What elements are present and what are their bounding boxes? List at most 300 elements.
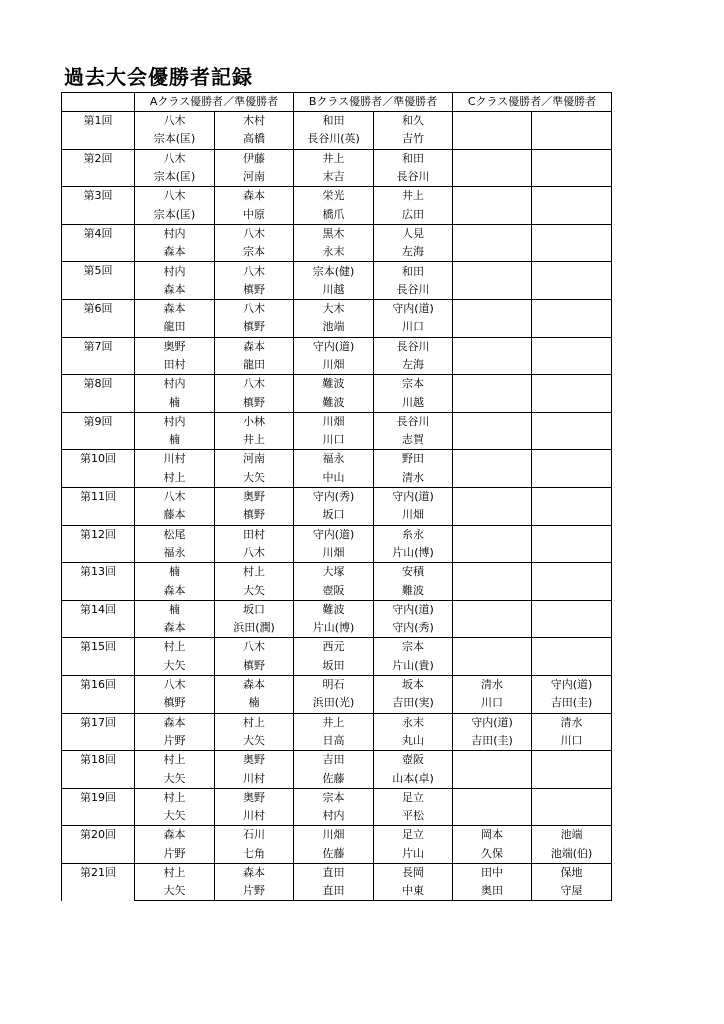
cell-a-runner-up: 大矢 (215, 581, 294, 600)
edition-cell: 第13回 (62, 563, 135, 601)
cell-b-runner-up: 山本(卓) (374, 769, 453, 788)
records-table (61, 92, 612, 901)
cell-c-runner-up (532, 769, 612, 788)
cell-a-runner-up: 八木 (215, 262, 294, 281)
cell-a-winner: 森本 (135, 243, 215, 262)
table-row (62, 845, 612, 864)
cell-c-runner-up: 池端 (532, 826, 612, 845)
cell-b-runner-up: 守内(道) (374, 600, 453, 619)
cell-a-winner: 福永 (135, 544, 215, 563)
cell-a-runner-up: 河南 (215, 450, 294, 469)
cell-b-winner: 池端 (294, 318, 374, 337)
cell-a-runner-up: 浜田(潤) (215, 619, 294, 638)
edition-cell: 第15回 (62, 638, 135, 676)
cell-c-runner-up (532, 187, 612, 206)
cell-c-winner: 吉田(圭) (453, 732, 532, 751)
header-corner (62, 93, 135, 112)
cell-b-runner-up: 長岡 (374, 863, 453, 882)
cell-b-winner: 守内(道) (294, 525, 374, 544)
table-row (62, 168, 612, 187)
cell-c-runner-up (532, 356, 612, 375)
cell-b-winner: 栄光 (294, 187, 374, 206)
table-row (62, 450, 612, 469)
cell-a-winner: 片野 (135, 732, 215, 751)
cell-a-runner-up: 八木 (215, 224, 294, 243)
cell-a-runner-up: 八木 (215, 638, 294, 657)
cell-a-runner-up: 川村 (215, 769, 294, 788)
cell-c-winner: 久保 (453, 845, 532, 864)
cell-b-winner: 宗本 (294, 788, 374, 807)
cell-c-winner (453, 243, 532, 262)
cell-a-winner: 村内 (135, 412, 215, 431)
header-row (62, 93, 612, 112)
cell-c-runner-up: 川口 (532, 732, 612, 751)
cell-a-winner: 大矢 (135, 769, 215, 788)
cell-a-winner: 森本 (135, 619, 215, 638)
cell-c-winner (453, 525, 532, 544)
cell-a-runner-up: 村上 (215, 563, 294, 582)
cell-b-runner-up: 井上 (374, 187, 453, 206)
cell-c-runner-up (532, 393, 612, 412)
cell-b-runner-up: 清水 (374, 469, 453, 488)
cell-a-winner: 村上 (135, 751, 215, 770)
edition-cell: 第10回 (62, 450, 135, 488)
cell-c-runner-up (532, 299, 612, 318)
cell-a-winner: 森本 (135, 281, 215, 300)
cell-b-runner-up: 左海 (374, 356, 453, 375)
cell-b-winner: 明石 (294, 675, 374, 694)
cell-b-winner: 川畑 (294, 356, 374, 375)
cell-c-runner-up (532, 112, 612, 131)
cell-c-winner (453, 356, 532, 375)
cell-a-winner: 楠 (135, 431, 215, 450)
cell-a-runner-up: 大矢 (215, 732, 294, 751)
cell-a-winner: 宗本(匡) (135, 205, 215, 224)
cell-b-winner: 村内 (294, 807, 374, 826)
cell-b-runner-up: 永末 (374, 713, 453, 732)
table-row (62, 600, 612, 619)
cell-c-winner (453, 600, 532, 619)
cell-c-winner (453, 657, 532, 676)
cell-c-winner (453, 638, 532, 657)
cell-b-runner-up: 守内(秀) (374, 619, 453, 638)
table-row (62, 130, 612, 149)
cell-b-runner-up: 長谷川 (374, 281, 453, 300)
cell-b-runner-up: 足立 (374, 788, 453, 807)
cell-b-runner-up: 片山(博) (374, 544, 453, 563)
cell-b-runner-up: 和田 (374, 149, 453, 168)
cell-b-winner: 井上 (294, 149, 374, 168)
cell-c-runner-up (532, 431, 612, 450)
cell-a-runner-up: 八木 (215, 544, 294, 563)
cell-b-runner-up: 宗本 (374, 638, 453, 657)
cell-b-winner: 守内(道) (294, 337, 374, 356)
cell-a-winner: 楠 (135, 393, 215, 412)
cell-a-winner: 宗本(匡) (135, 130, 215, 149)
cell-c-winner (453, 149, 532, 168)
table-row (62, 412, 612, 431)
table-row (62, 243, 612, 262)
cell-a-winner: 龍田 (135, 318, 215, 337)
edition-cell: 第1回 (62, 112, 135, 150)
edition-cell: 第21回 (62, 863, 135, 901)
edition-cell: 第17回 (62, 713, 135, 751)
edition-cell: 第9回 (62, 412, 135, 450)
cell-b-winner: 佐藤 (294, 769, 374, 788)
cell-a-runner-up: 八木 (215, 299, 294, 318)
cell-c-runner-up: 清水 (532, 713, 612, 732)
cell-b-winner: 川口 (294, 431, 374, 450)
cell-a-runner-up: 宗本 (215, 243, 294, 262)
cell-a-winner: 田村 (135, 356, 215, 375)
cell-a-winner: 村上 (135, 863, 215, 882)
header-class-c: Cクラス優勝者／準優勝者 (453, 93, 612, 112)
cell-b-winner: 長谷川(英) (294, 130, 374, 149)
cell-c-runner-up: 吉田(圭) (532, 694, 612, 713)
cell-b-runner-up: 和久 (374, 112, 453, 131)
cell-b-runner-up: 長谷川 (374, 337, 453, 356)
cell-c-winner (453, 487, 532, 506)
table-row (62, 224, 612, 243)
cell-a-runner-up: 河南 (215, 168, 294, 187)
cell-b-winner: 川畑 (294, 412, 374, 431)
cell-b-winner: 永末 (294, 243, 374, 262)
cell-c-winner (453, 262, 532, 281)
cell-c-winner (453, 431, 532, 450)
table-row (62, 619, 612, 638)
cell-c-winner (453, 187, 532, 206)
cell-c-runner-up (532, 412, 612, 431)
cell-b-winner: 浜田(光) (294, 694, 374, 713)
cell-b-runner-up: 丸山 (374, 732, 453, 751)
cell-c-runner-up: 守屋 (532, 882, 612, 901)
cell-a-winner: 八木 (135, 112, 215, 131)
table-row (62, 732, 612, 751)
table-row (62, 375, 612, 394)
cell-b-runner-up: 片山(貴) (374, 657, 453, 676)
edition-cell: 第18回 (62, 751, 135, 789)
table-row (62, 337, 612, 356)
table-row (62, 299, 612, 318)
edition-cell: 第8回 (62, 375, 135, 413)
cell-b-runner-up: 糸永 (374, 525, 453, 544)
cell-b-runner-up: 守内(道) (374, 299, 453, 318)
table-row (62, 675, 612, 694)
cell-b-winner: 川畑 (294, 544, 374, 563)
cell-b-runner-up: 片山 (374, 845, 453, 864)
cell-a-runner-up: 龍田 (215, 356, 294, 375)
cell-c-runner-up (532, 205, 612, 224)
table-row (62, 807, 612, 826)
cell-b-runner-up: 広田 (374, 205, 453, 224)
cell-c-runner-up (532, 318, 612, 337)
cell-b-winner: 福永 (294, 450, 374, 469)
cell-c-winner: 田中 (453, 863, 532, 882)
cell-c-winner: 清水 (453, 675, 532, 694)
cell-b-runner-up: 安積 (374, 563, 453, 582)
table-row (62, 506, 612, 525)
table-row (62, 525, 612, 544)
cell-b-runner-up: 川畑 (374, 506, 453, 525)
cell-a-runner-up: 森本 (215, 675, 294, 694)
cell-b-winner: 坂田 (294, 657, 374, 676)
edition-cell: 第3回 (62, 187, 135, 225)
cell-a-winner: 八木 (135, 187, 215, 206)
cell-a-winner: 村上 (135, 469, 215, 488)
edition-cell: 第12回 (62, 525, 135, 563)
cell-c-winner: 守内(道) (453, 713, 532, 732)
cell-c-runner-up (532, 450, 612, 469)
cell-a-winner: 宗本(匡) (135, 168, 215, 187)
cell-c-winner (453, 130, 532, 149)
edition-cell: 第19回 (62, 788, 135, 826)
cell-c-runner-up (532, 600, 612, 619)
table-row (62, 788, 612, 807)
cell-a-runner-up: 八木 (215, 375, 294, 394)
header-class-b: Bクラス優勝者／準優勝者 (294, 93, 453, 112)
table-row (62, 431, 612, 450)
cell-b-runner-up: 難波 (374, 581, 453, 600)
cell-b-winner: 川越 (294, 281, 374, 300)
cell-b-runner-up: 平松 (374, 807, 453, 826)
cell-c-winner (453, 224, 532, 243)
cell-c-runner-up (532, 807, 612, 826)
cell-a-winner: 楠 (135, 563, 215, 582)
cell-b-winner: 中山 (294, 469, 374, 488)
cell-c-runner-up (532, 224, 612, 243)
cell-a-winner: 八木 (135, 149, 215, 168)
cell-c-winner (453, 337, 532, 356)
cell-b-winner: 和田 (294, 112, 374, 131)
cell-a-runner-up: 伊藤 (215, 149, 294, 168)
cell-c-runner-up (532, 375, 612, 394)
cell-c-winner (453, 619, 532, 638)
cell-b-runner-up: 吉田(実) (374, 694, 453, 713)
table-row (62, 393, 612, 412)
cell-b-winner: 佐藤 (294, 845, 374, 864)
cell-a-winner: 村上 (135, 638, 215, 657)
cell-a-winner: 八木 (135, 487, 215, 506)
cell-c-runner-up: 守内(道) (532, 675, 612, 694)
cell-a-runner-up: 森本 (215, 337, 294, 356)
cell-b-winner: 大木 (294, 299, 374, 318)
table-row (62, 751, 612, 770)
table-row (62, 581, 612, 600)
table-row (62, 469, 612, 488)
cell-b-runner-up: 野田 (374, 450, 453, 469)
cell-c-winner (453, 112, 532, 131)
cell-b-runner-up: 守内(道) (374, 487, 453, 506)
cell-b-runner-up: 坂本 (374, 675, 453, 694)
cell-a-runner-up: 森本 (215, 863, 294, 882)
cell-c-winner (453, 788, 532, 807)
cell-a-winner: 大矢 (135, 657, 215, 676)
cell-c-winner (453, 506, 532, 525)
cell-a-winner: 楠 (135, 600, 215, 619)
table-row (62, 863, 612, 882)
cell-a-runner-up: 高橋 (215, 130, 294, 149)
edition-cell: 第5回 (62, 262, 135, 300)
cell-c-runner-up (532, 544, 612, 563)
edition-cell: 第20回 (62, 826, 135, 864)
cell-c-winner: 川口 (453, 694, 532, 713)
cell-c-winner (453, 563, 532, 582)
cell-c-winner (453, 281, 532, 300)
cell-b-winner: 直田 (294, 863, 374, 882)
table-row (62, 262, 612, 281)
cell-b-runner-up: 吉竹 (374, 130, 453, 149)
cell-b-runner-up: 中東 (374, 882, 453, 901)
cell-a-runner-up: 村上 (215, 713, 294, 732)
cell-a-runner-up: 奥野 (215, 487, 294, 506)
cell-a-runner-up: 森本 (215, 187, 294, 206)
cell-a-runner-up: 大矢 (215, 469, 294, 488)
cell-c-winner: 岡本 (453, 826, 532, 845)
cell-a-winner: 川村 (135, 450, 215, 469)
cell-c-winner (453, 318, 532, 337)
cell-c-runner-up (532, 506, 612, 525)
cell-a-runner-up: 奥野 (215, 788, 294, 807)
cell-c-winner (453, 168, 532, 187)
cell-a-runner-up: 槙野 (215, 657, 294, 676)
table-row (62, 563, 612, 582)
cell-c-runner-up (532, 243, 612, 262)
cell-c-runner-up (532, 657, 612, 676)
edition-cell: 第14回 (62, 600, 135, 638)
table-row (62, 882, 612, 901)
table-row (62, 281, 612, 300)
cell-a-winner: 八木 (135, 675, 215, 694)
cell-c-runner-up (532, 149, 612, 168)
cell-c-winner (453, 469, 532, 488)
cell-b-runner-up: 長谷川 (374, 168, 453, 187)
table-row (62, 657, 612, 676)
cell-c-runner-up (532, 469, 612, 488)
cell-b-runner-up: 川口 (374, 318, 453, 337)
cell-a-winner: 村上 (135, 788, 215, 807)
cell-a-winner: 槙野 (135, 694, 215, 713)
table-row (62, 638, 612, 657)
table-row (62, 205, 612, 224)
cell-b-winner: 守内(秀) (294, 487, 374, 506)
table-row (62, 149, 612, 168)
cell-c-winner (453, 299, 532, 318)
cell-c-winner: 奥田 (453, 882, 532, 901)
cell-b-winner: 宗本(健) (294, 262, 374, 281)
edition-cell: 第16回 (62, 675, 135, 713)
cell-c-winner (453, 375, 532, 394)
cell-b-winner: 坂口 (294, 506, 374, 525)
cell-a-winner: 村内 (135, 224, 215, 243)
cell-a-runner-up: 槙野 (215, 393, 294, 412)
cell-c-winner (453, 769, 532, 788)
cell-b-winner: 難波 (294, 393, 374, 412)
cell-c-runner-up (532, 525, 612, 544)
cell-c-winner (453, 393, 532, 412)
cell-c-runner-up (532, 487, 612, 506)
cell-c-winner (453, 807, 532, 826)
cell-b-winner: 黒木 (294, 224, 374, 243)
cell-b-runner-up: 壺阪 (374, 751, 453, 770)
table-row (62, 318, 612, 337)
cell-a-runner-up: 小林 (215, 412, 294, 431)
cell-b-runner-up: 人見 (374, 224, 453, 243)
cell-c-runner-up (532, 130, 612, 149)
cell-a-winner: 大矢 (135, 882, 215, 901)
table-row (62, 112, 612, 131)
cell-b-winner: 難波 (294, 600, 374, 619)
cell-a-runner-up: 槙野 (215, 281, 294, 300)
edition-cell: 第2回 (62, 149, 135, 187)
cell-a-runner-up: 田村 (215, 525, 294, 544)
cell-a-runner-up: 片野 (215, 882, 294, 901)
cell-b-runner-up: 左海 (374, 243, 453, 262)
cell-a-winner: 藤本 (135, 506, 215, 525)
cell-c-winner (453, 412, 532, 431)
cell-c-runner-up: 保地 (532, 863, 612, 882)
table-row (62, 694, 612, 713)
cell-c-runner-up (532, 168, 612, 187)
cell-c-runner-up (532, 619, 612, 638)
cell-c-runner-up (532, 751, 612, 770)
cell-c-winner (453, 450, 532, 469)
edition-cell: 第4回 (62, 224, 135, 262)
cell-a-winner: 大矢 (135, 807, 215, 826)
cell-b-winner: 吉田 (294, 751, 374, 770)
cell-b-winner: 難波 (294, 375, 374, 394)
cell-c-runner-up (532, 581, 612, 600)
cell-b-runner-up: 川越 (374, 393, 453, 412)
cell-b-winner: 壺阪 (294, 581, 374, 600)
cell-a-runner-up: 木村 (215, 112, 294, 131)
cell-b-runner-up: 宗本 (374, 375, 453, 394)
records-body (62, 112, 612, 901)
edition-cell: 第11回 (62, 487, 135, 525)
cell-b-winner: 末吉 (294, 168, 374, 187)
cell-a-winner: 森本 (135, 713, 215, 732)
cell-a-winner: 奥野 (135, 337, 215, 356)
edition-cell: 第6回 (62, 299, 135, 337)
cell-c-runner-up (532, 563, 612, 582)
header-class-a: Aクラス優勝者／準優勝者 (135, 93, 294, 112)
cell-a-runner-up: 坂口 (215, 600, 294, 619)
cell-b-runner-up: 足立 (374, 826, 453, 845)
table-row (62, 769, 612, 788)
cell-a-runner-up: 七角 (215, 845, 294, 864)
cell-b-runner-up: 志賀 (374, 431, 453, 450)
cell-c-runner-up: 池端(伯) (532, 845, 612, 864)
cell-c-runner-up (532, 788, 612, 807)
cell-c-runner-up (532, 638, 612, 657)
cell-b-winner: 日高 (294, 732, 374, 751)
page-title: 過去大会優勝者記録 (64, 65, 253, 89)
table-row (62, 713, 612, 732)
cell-b-runner-up: 和田 (374, 262, 453, 281)
cell-a-runner-up: 中原 (215, 205, 294, 224)
cell-b-runner-up: 長谷川 (374, 412, 453, 431)
cell-a-runner-up: 川村 (215, 807, 294, 826)
cell-a-winner: 片野 (135, 845, 215, 864)
cell-c-runner-up (532, 281, 612, 300)
table-row (62, 187, 612, 206)
table-row (62, 356, 612, 375)
table-row (62, 826, 612, 845)
cell-b-winner: 西元 (294, 638, 374, 657)
cell-a-winner: 松尾 (135, 525, 215, 544)
cell-a-winner: 森本 (135, 299, 215, 318)
cell-c-runner-up (532, 337, 612, 356)
cell-b-winner: 片山(博) (294, 619, 374, 638)
